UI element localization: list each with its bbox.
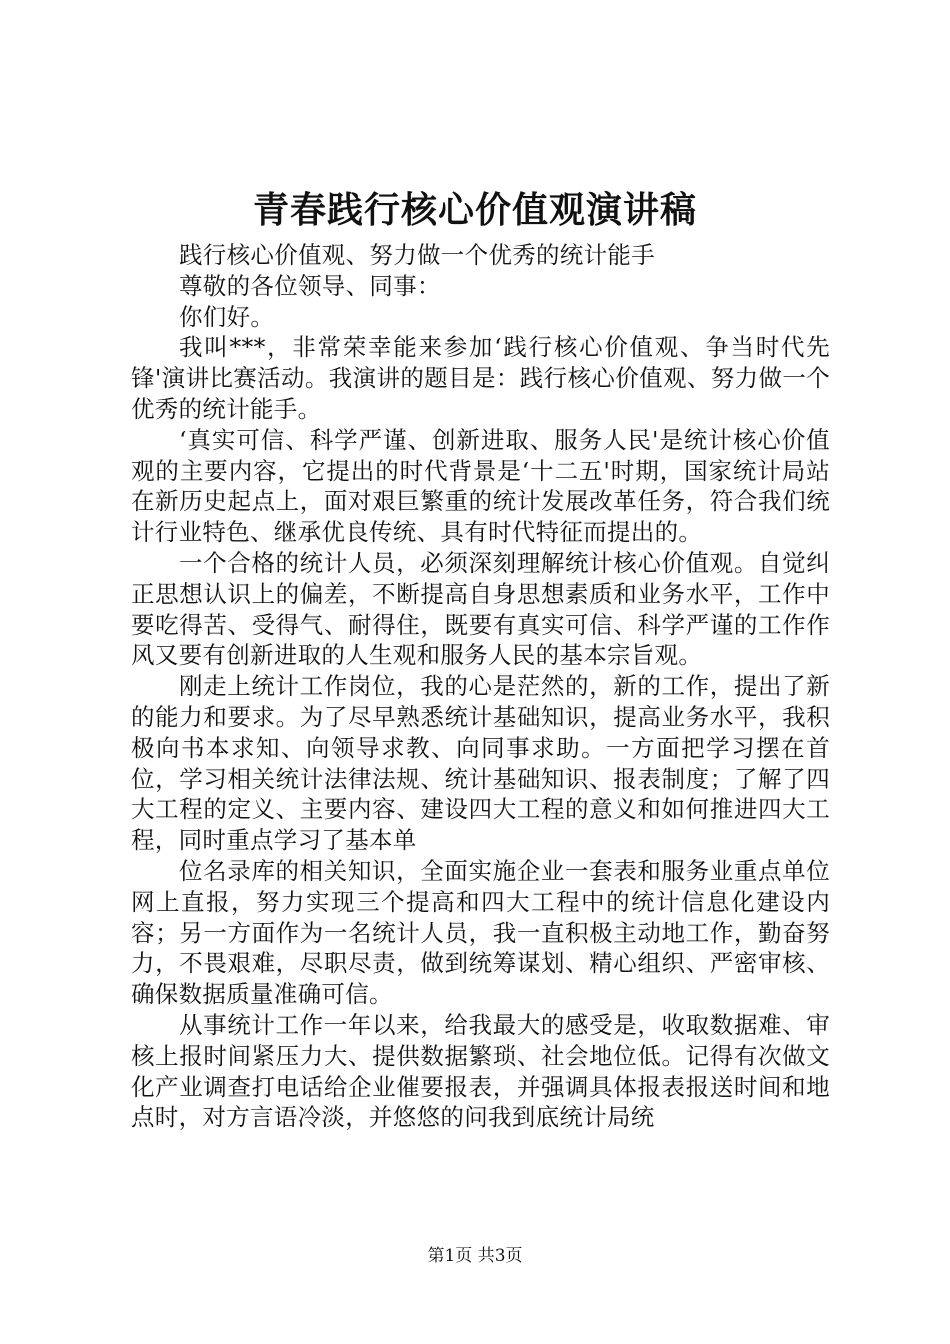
paragraph-qualified-staff: 一个合格的统计人员，必须深刻理解统计核心价值观。自觉纠正思想认识上的偏差，不断提高自身思想素质和业务水平，工作中要吃得苦、受得气、耐得住，既要有真实可信、科学严谨的工作作风又要有创新进取的人生观和服务人民的基本宗旨观。 (131, 548, 830, 670)
paragraph-directory: 位名录库的相关知识，全面实施企业一套表和服务业重点单位网上直报，努力实现三个提高和四大工程中的统计信息化建设内容；另一方面作为一名统计人员，我一直积极主动地工作，勤奋努力，不畏艰难，尽职尽责，做到统筹谋划、精心组织、严密审核、确保数据质量准确可信。 (131, 856, 830, 1009)
document-body (131, 240, 830, 1133)
paragraph-subtitle: 践行核心价值观、努力做一个优秀的统计能手 (179, 241, 655, 269)
page-number-footer: 第1页 共3页 (427, 1246, 523, 1266)
paragraph-greeting: 你们好。 (179, 302, 275, 331)
paragraph-introduction: 我叫***，非常荣幸能来参加‘践行核心价值观、争当时代先锋'演讲比赛活动。我演讲的题目是：践行核心价值观、努力做一个优秀的统计能手。 (131, 333, 830, 423)
paragraph-learning: 刚走上统计工作岗位，我的心是茫然的，新的工作，提出了新的能力和要求。为了尽早熟悉统计基础知识，提高业务水平，我积极向书本求知、向领导求教、向同事求助。一方面把学习摆在首位，学习相关统计法律法规、统计基础知识、报表制度；了解了四大工程的定义、主要内容、建设四大工程的意义和如何推进四大工程，同时重点学习了基本单 (131, 672, 830, 855)
paragraph-experience: 从事统计工作一年以来，给我最大的感受是，收取数据难、审核上报时间紧压力大、提供数据繁琐、社会地位低。记得有次做文化产业调查打电话给企业催要报表，并强调具体报表报送时间和地点时，对方言语冷淡，并悠悠的问我到底统计局统 (131, 1010, 830, 1132)
paragraph-core-values: ‘真实可信、科学严谨、创新进取、服务人民'是统计核心价值观的主要内容，它提出的时代背景是‘十二五'时期，国家统计局站在新历史起点上，面对艰巨繁重的统计发展改革任务，符合我们统计行业特色、继承优良传统、具有时代特征而提出的。 (131, 425, 830, 547)
document-title: 青春践行核心价值观演讲稿 (252, 189, 697, 231)
paragraph-salutation: 尊敬的各位领导、同事： (179, 271, 441, 300)
